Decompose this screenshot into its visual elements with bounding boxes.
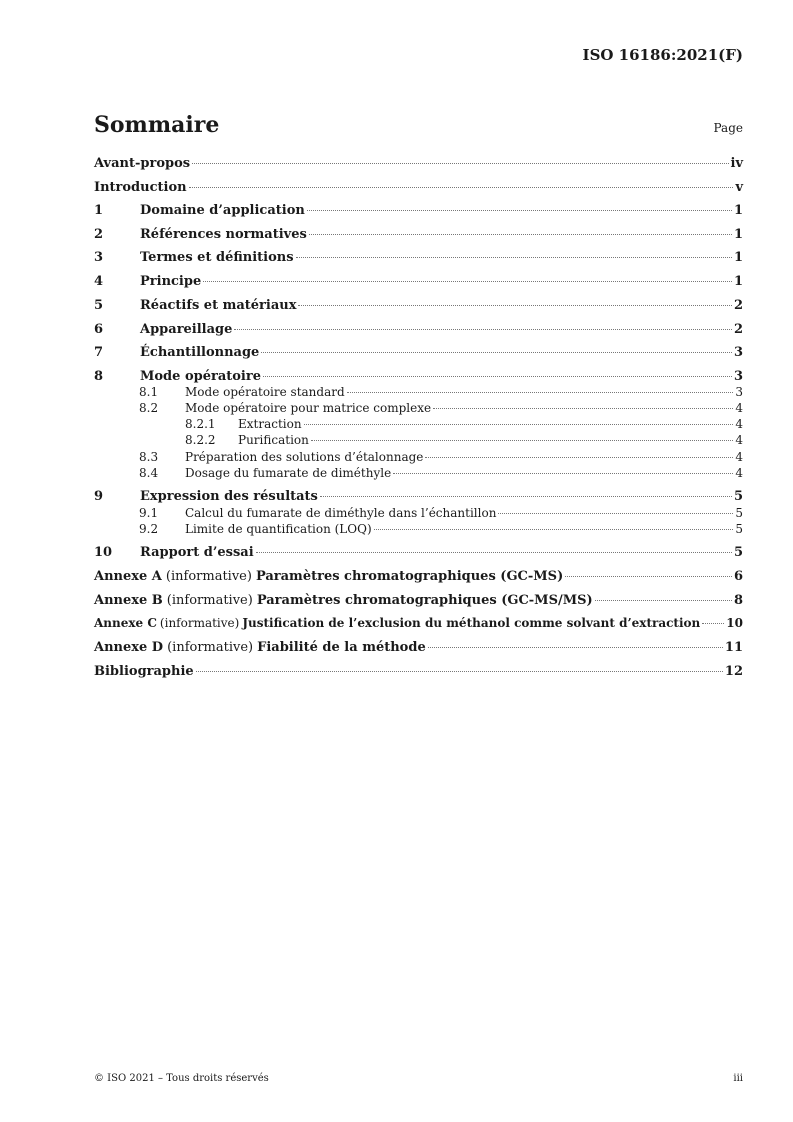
toc-entry-label: Purification — [238, 433, 309, 447]
toc-entry-number: 8 — [94, 369, 104, 384]
leader-dots — [256, 552, 732, 553]
toc-entry[interactable] — [94, 250, 743, 265]
toc-entry-label: Réactifs et matériaux — [140, 298, 297, 313]
toc-subentry[interactable] — [94, 385, 743, 399]
toc-entry-number: 8.2.1 — [185, 417, 216, 431]
toc-entry-label: Introduction — [94, 180, 187, 195]
leader-dots — [234, 329, 732, 330]
toc-entry-page: 3 — [733, 345, 743, 360]
toc-subentry[interactable] — [94, 466, 743, 480]
annex-prefix: Annexe B — [94, 593, 163, 608]
toc-entry-label: Fiabilité de la méthode — [257, 640, 426, 655]
leader-dots — [298, 305, 731, 306]
toc-entry-page: 4 — [735, 417, 743, 431]
leader-dots — [702, 623, 724, 624]
leader-dots — [304, 424, 734, 425]
leader-dots — [311, 440, 733, 441]
toc-entry-page: 1 — [733, 227, 743, 242]
leader-dots — [428, 647, 723, 648]
page-column-label: Page — [713, 121, 743, 135]
toc-entry[interactable] — [94, 298, 743, 313]
toc-entry[interactable] — [94, 180, 743, 195]
annex-note: (informative) — [159, 616, 240, 630]
toc-entry-number: 5 — [94, 298, 104, 313]
toc-entry-label: Échantillonnage — [140, 345, 260, 360]
toc-entry-number: 8.1 — [139, 385, 159, 399]
toc-subentry[interactable] — [94, 433, 743, 447]
toc-entry-page: v — [735, 180, 743, 195]
toc-entry-number: 4 — [94, 274, 104, 289]
leader-dots — [393, 473, 733, 474]
toc-annex-entry[interactable] — [94, 593, 743, 608]
annex-note: (informative) — [166, 593, 253, 608]
leader-dots — [374, 529, 734, 530]
toc-entry-page: 5 — [735, 506, 743, 520]
annex-prefix: Annexe C — [94, 616, 157, 630]
toc-subentry[interactable] — [94, 522, 743, 536]
toc-entry-label: Paramètres chromatographiques (GC-MS) — [255, 569, 564, 584]
toc-entry[interactable] — [94, 489, 743, 504]
leader-dots — [433, 408, 733, 409]
toc-entry-number: 2 — [94, 227, 104, 242]
toc-subentry[interactable] — [94, 401, 743, 415]
toc-entry-page: 11 — [724, 640, 743, 655]
toc-entry-label: Avant-propos — [94, 156, 191, 171]
toc-entry-number: 9 — [94, 489, 104, 504]
toc-subentry[interactable] — [94, 417, 743, 431]
toc-entry-number: 8.2.2 — [185, 433, 216, 447]
page-number: iii — [733, 1073, 743, 1084]
leader-dots — [261, 352, 732, 353]
toc-entry[interactable] — [94, 345, 743, 360]
toc-entry[interactable] — [94, 322, 743, 337]
toc-entry-label: Termes et définitions — [140, 250, 294, 265]
leader-dots — [565, 576, 732, 577]
document-id: ISO 16186:2021(F) — [582, 46, 743, 64]
toc-entry-label: Mode opératoire — [140, 369, 261, 384]
leader-dots — [189, 187, 734, 188]
leader-dots — [309, 234, 732, 235]
toc-entry-label: Bibliographie — [94, 664, 194, 679]
toc-entry-page: 4 — [735, 466, 743, 480]
toc-entry-page: 5 — [735, 522, 743, 536]
toc-entry[interactable] — [94, 227, 743, 242]
toc-entry-page: 1 — [733, 274, 743, 289]
toc-entry-number: 8.4 — [139, 466, 159, 480]
toc-entry-label: Rapport d’essai — [140, 545, 254, 560]
toc-entry-page: 6 — [733, 569, 743, 584]
toc-entry-number: 3 — [94, 250, 104, 265]
toc-entry-number: 8.3 — [139, 450, 159, 464]
toc-annex-entry[interactable] — [94, 569, 743, 584]
toc-subentry[interactable] — [94, 506, 743, 520]
leader-dots — [347, 392, 734, 393]
toc-entry-page: 10 — [726, 616, 743, 630]
toc-entry-number: 9.1 — [139, 506, 159, 520]
toc-entry-label: Extraction — [238, 417, 302, 431]
toc-entry-number: 10 — [94, 545, 113, 560]
toc-entry[interactable] — [94, 274, 743, 289]
toc-entry-number: 7 — [94, 345, 104, 360]
toc-entry-page: 5 — [733, 545, 743, 560]
toc-annex-entry[interactable] — [94, 616, 743, 630]
toc-entry-page: 4 — [735, 450, 743, 464]
toc-entry-number: 6 — [94, 322, 104, 337]
toc-entry-page: 1 — [733, 250, 743, 265]
toc-entry-label: Justification de l’exclusion du méthanol comme solvant d’extraction — [242, 616, 701, 630]
toc-entry[interactable] — [94, 203, 743, 218]
leader-dots — [196, 671, 723, 672]
leader-dots — [203, 281, 732, 282]
toc-entry-label: Références normatives — [140, 227, 307, 242]
toc-entry-label: Mode opératoire standard — [185, 385, 345, 399]
toc-entry-page: 2 — [733, 298, 743, 313]
toc-entry-page: 1 — [733, 203, 743, 218]
toc-entry-label: Dosage du fumarate de diméthyle — [185, 466, 392, 480]
leader-dots — [595, 600, 732, 601]
toc-entry[interactable] — [94, 664, 743, 679]
toc-entry-page: 3 — [735, 385, 743, 399]
toc-entry-label: Domaine d’application — [140, 203, 305, 218]
toc-entry[interactable] — [94, 369, 743, 384]
toc-subentry[interactable] — [94, 450, 743, 464]
toc-entry-label: Paramètres chromatographiques (GC-MS/MS) — [256, 593, 593, 608]
toc-entry-page: 4 — [735, 401, 743, 415]
leader-dots — [320, 496, 732, 497]
annex-prefix: Annexe D — [94, 640, 164, 655]
toc-entry-number: 1 — [94, 203, 104, 218]
annex-note: (informative) — [165, 569, 252, 584]
toc-entry-page: 4 — [735, 433, 743, 447]
leader-dots — [498, 513, 733, 514]
annex-prefix: Annexe A — [94, 569, 162, 584]
leader-dots — [192, 163, 728, 164]
leader-dots — [296, 257, 732, 258]
title-row — [94, 112, 743, 138]
toc-entry[interactable] — [94, 156, 743, 171]
page-title: Sommaire — [94, 112, 220, 138]
toc-entry-label: Calcul du fumarate de diméthyle dans l’échantillon — [185, 506, 497, 520]
toc-entry-label: Préparation des solutions d’étalonnage — [185, 450, 424, 464]
leader-dots — [263, 376, 732, 377]
toc-entry-page: 5 — [733, 489, 743, 504]
toc-entry-page: 8 — [733, 593, 743, 608]
toc-entry-page: 2 — [733, 322, 743, 337]
toc-annex-entry[interactable] — [94, 640, 743, 655]
toc-entry-page: 12 — [724, 664, 743, 679]
toc-entry-page: iv — [730, 156, 743, 171]
copyright-footer: © ISO 2021 – Tous droits réservés — [94, 1073, 269, 1084]
toc-entry-label: Limite de quantification (LOQ) — [185, 522, 372, 536]
toc-entry-page: 3 — [733, 369, 743, 384]
toc-entry-number: 8.2 — [139, 401, 159, 415]
leader-dots — [307, 210, 732, 211]
toc-entry-label: Appareillage — [140, 322, 233, 337]
toc-entry[interactable] — [94, 545, 743, 560]
leader-dots — [425, 457, 733, 458]
toc-entry-label: Principe — [140, 274, 202, 289]
toc-entry-label: Mode opératoire pour matrice complexe — [185, 401, 432, 415]
annex-note: (informative) — [167, 640, 254, 655]
toc-entry-number: 9.2 — [139, 522, 159, 536]
toc-entry-label: Expression des résultats — [140, 489, 318, 504]
